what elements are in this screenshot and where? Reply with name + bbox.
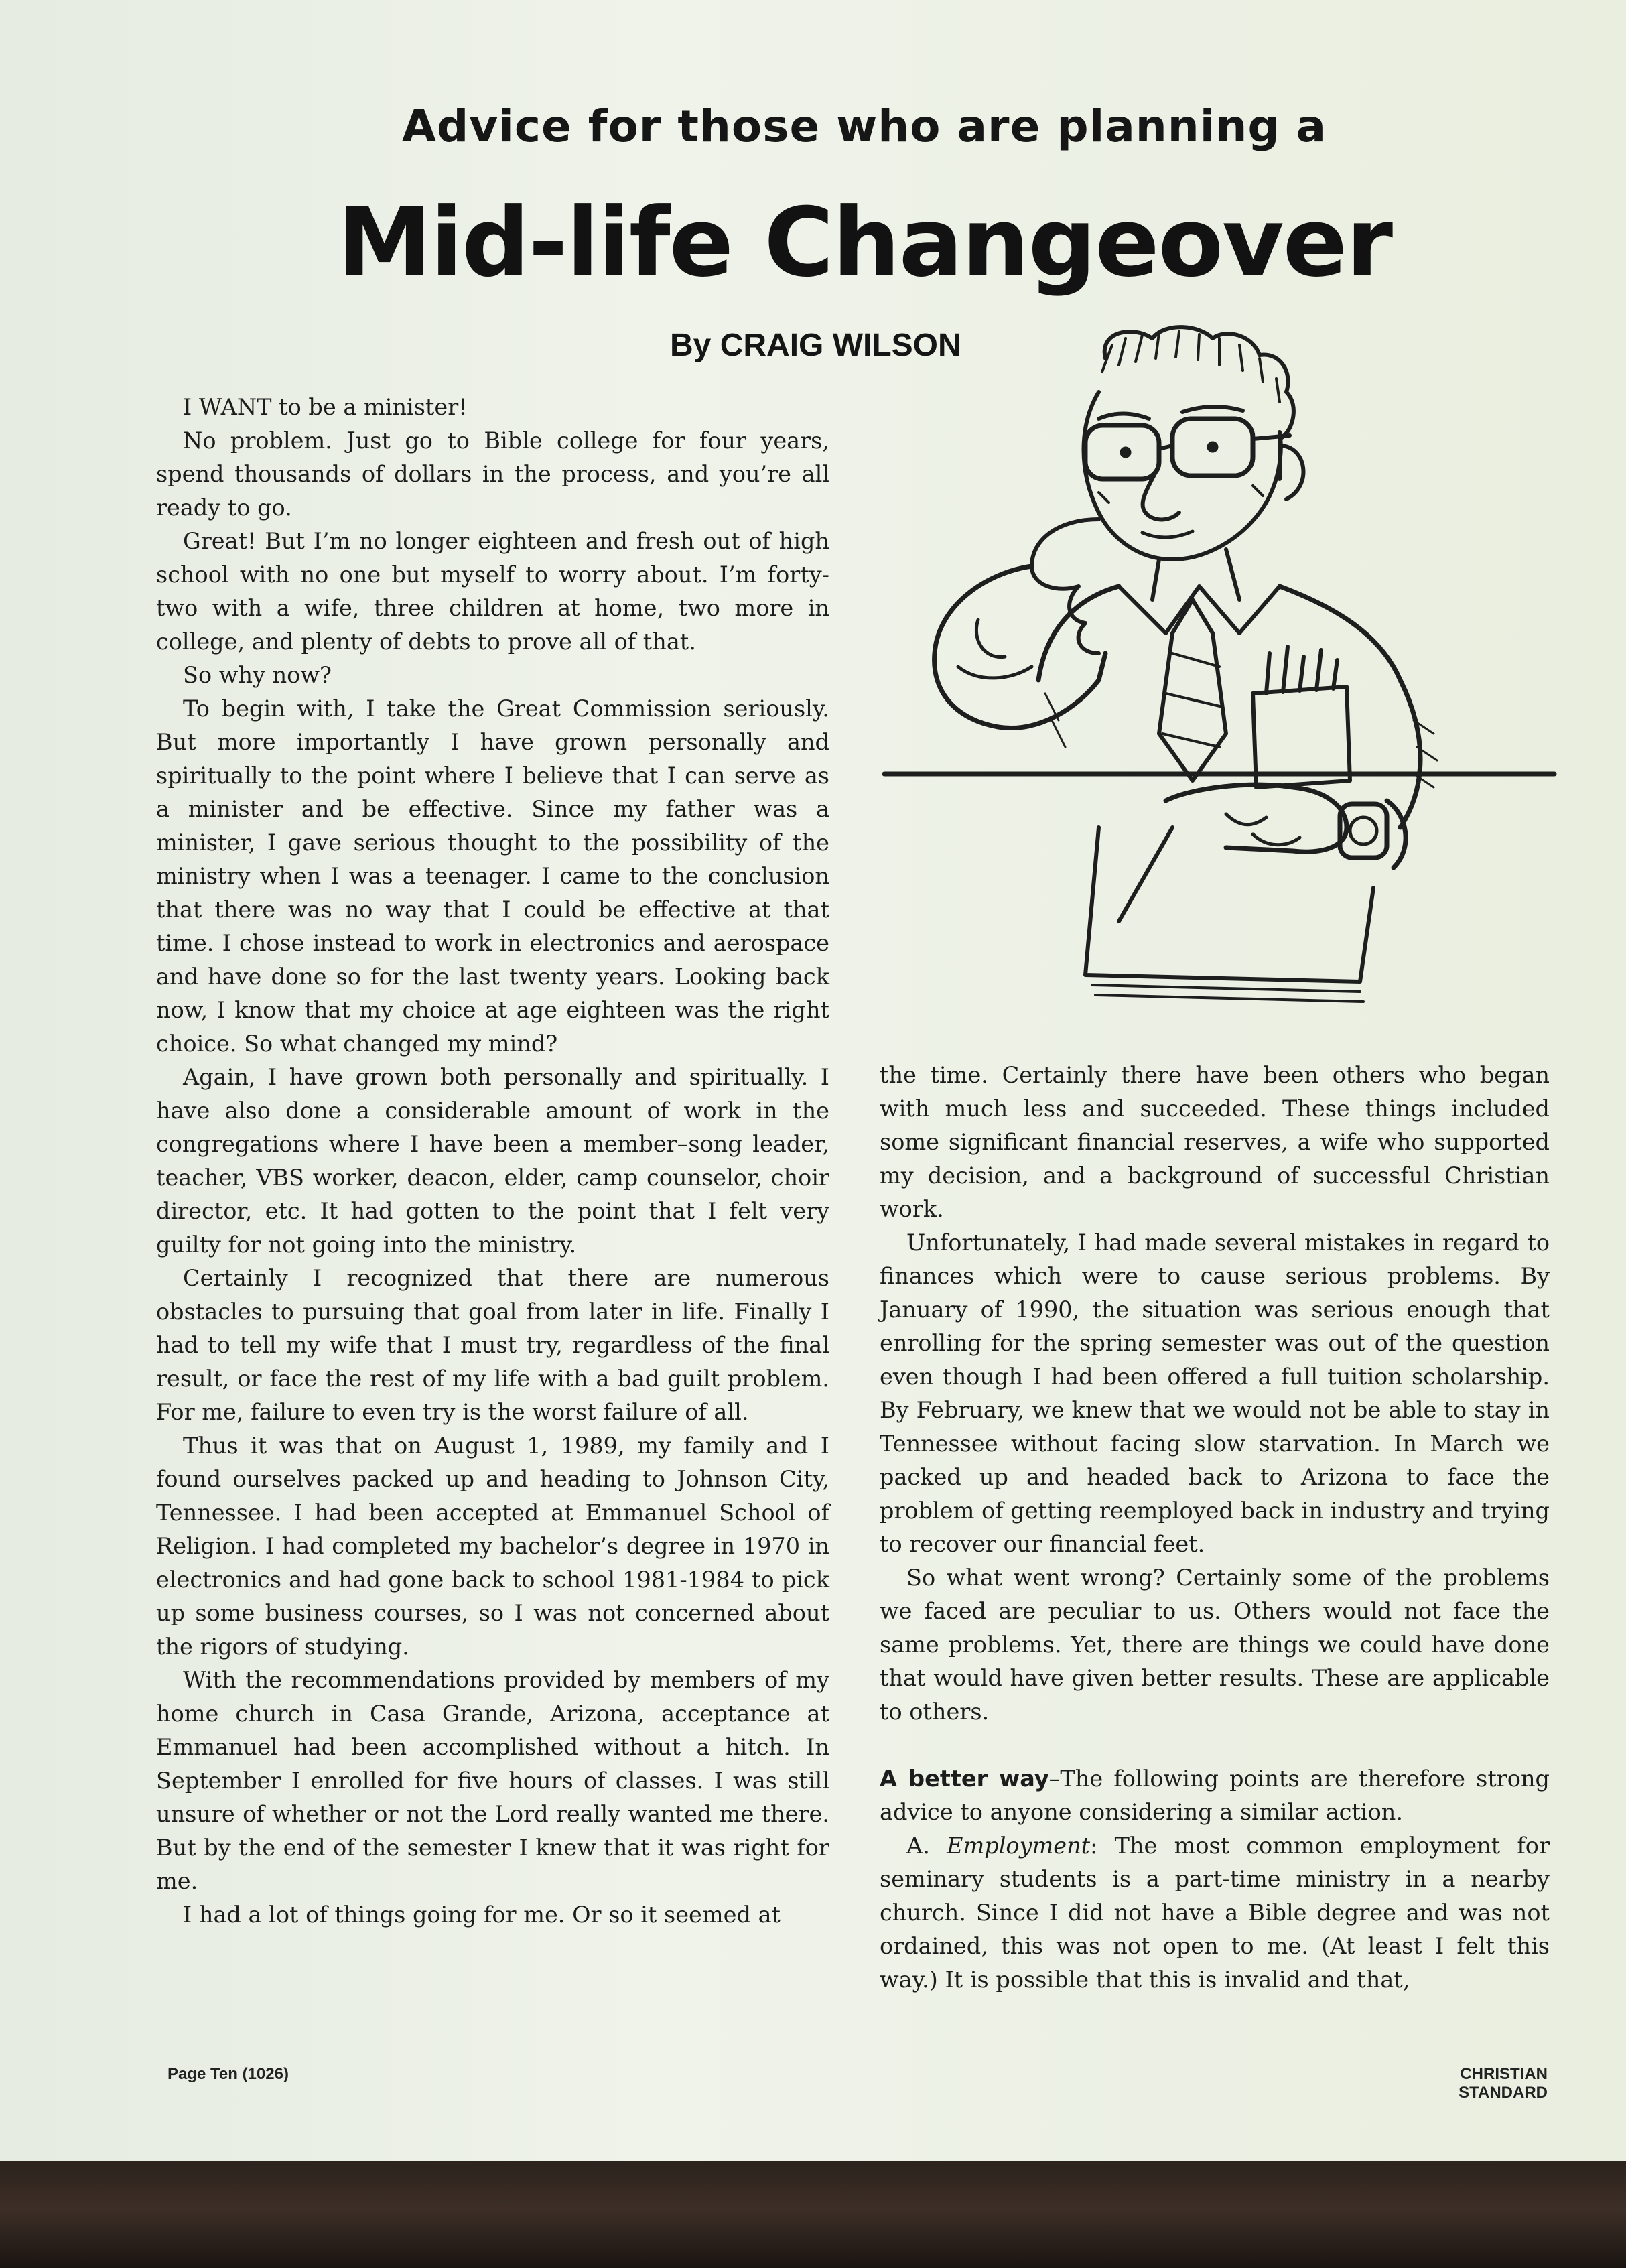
paragraph: Thus it was that on August 1, 1989, my family and I found ourselves packed up and heading to Johnson City, Tennessee. I had been accepted at Emmanuel School of Religion. I had completed my bachelor’s degree in 1970 in electronics and had gone back to school 1981-1984 to pick up some business courses, so I was not concerned about the rigors of studying.: [156, 1432, 829, 1660]
point-marker: A.: [906, 1832, 947, 1859]
paragraph: Certainly I recognized that there are numerous obstacles to pursuing that goal from later in life. Finally I had to tell my wife that I must try, regardless of the final result, or face the rest of my life with a bad guilt problem. For me, failure to even try is the worst failure of all.: [156, 1265, 829, 1425]
paragraph: No problem. Just go to Bible college for four years, spend thousands of dollars in the process, and you’re all ready to go.: [156, 427, 829, 521]
publication-name: CHRISTIAN STANDARD: [1459, 2065, 1548, 2102]
paragraph: the time. Certainly there have been others who began with much less and succeeded. These things included some significant financial reserves, a wife who supported my decision, and a background of successful Christian work.: [880, 1062, 1550, 1222]
paragraph: Unfortunately, I had made several mistakes in regard to finances which were to cause serious problems. By January of 1990, the situation was serious enough that enrolling for the spring semester was out of the question even though I had been offered a full tuition scholarship. By February, we knew that we would not be able to stay in Tennessee without facing slow starvation. In March we packed up and headed back to Arizona to face the problem of getting reemployed back in industry and trying to recover our financial feet.: [880, 1229, 1550, 1557]
point-label: Employment: [947, 1832, 1091, 1859]
article-kicker: Advice for those who are planning a: [401, 101, 1327, 152]
paragraph: I WANT to be a minister!: [183, 394, 468, 420]
background-surface: [0, 2161, 1626, 2268]
paragraph: [880, 1762, 1550, 1829]
paragraph: So why now?: [183, 662, 332, 688]
section-runin-heading: A better way: [880, 1765, 1049, 1792]
right-column: [880, 1059, 1550, 1997]
paragraph: [880, 1829, 1550, 1997]
man-thinking-illustration: [878, 318, 1561, 1022]
paragraph: I had a lot of things going for me. Or so it seemed at: [183, 1902, 781, 1928]
paragraph: So what went wrong? Certainly some of the problems we faced are peculiar to us. Others would not face the same problems. Yet, there are things we could have done that would have given better results. These are applicable to others.: [880, 1564, 1550, 1725]
article-byline: By CRAIG WILSON: [670, 328, 961, 363]
article-headline: Mid-life Changeover: [336, 188, 1392, 298]
paragraph: With the recommendations provided by members of my home church in Casa Grande, Arizona, acceptance at Emmanuel had been accomplished without a hitch. In September I enrolled for five hours of classes. I was still unsure of whether or not the Lord really wanted me there. But by the end of the semester I knew that it was right for me.: [156, 1667, 829, 1894]
point-text: : The most common employment for seminary students is a part-time ministry in a nearby church. Since I did not have a Bible degree and was not ordained, this was not open to me. (At least I felt this way.) It is possible that this is invalid and that,: [880, 1832, 1550, 1993]
left-column: [156, 391, 829, 1932]
paragraph: To begin with, I take the Great Commission seriously. But more importantly I have grown personally and spiritually to the point where I believe that I can serve as a minister and be effective. Since my father was a minister, I gave serious thought to the possibility of the ministry when I was a teenager. I came to the conclusion that there was no way that I could be effective at that time. I chose instead to work in electronics and aerospace and have done so for the last twenty years. Looking back now, I know that my choice at age eighteen was the right choice. So what changed my mind?: [156, 695, 829, 1057]
paragraph: Again, I have grown both personally and spiritually. I have also done a considerable amount of work in the congregations where I have been a member–song leader, teacher, VBS worker, deacon, elder, camp counselor, choir director, etc. It had gotten to the point that I felt very guilty for not going into the ministry.: [156, 1064, 829, 1258]
paragraph: Great! But I’m no longer eighteen and fresh out of high school with no one but myself to worry about. I’m forty-two with a wife, three children at home, two more in college, and plenty of debts to prove all of that.: [156, 528, 829, 655]
page-folio: Page Ten (1026): [167, 2065, 289, 2083]
section-runin-text: –The following points are therefore strong advice to anyone considering a similar action.: [880, 1765, 1550, 1825]
